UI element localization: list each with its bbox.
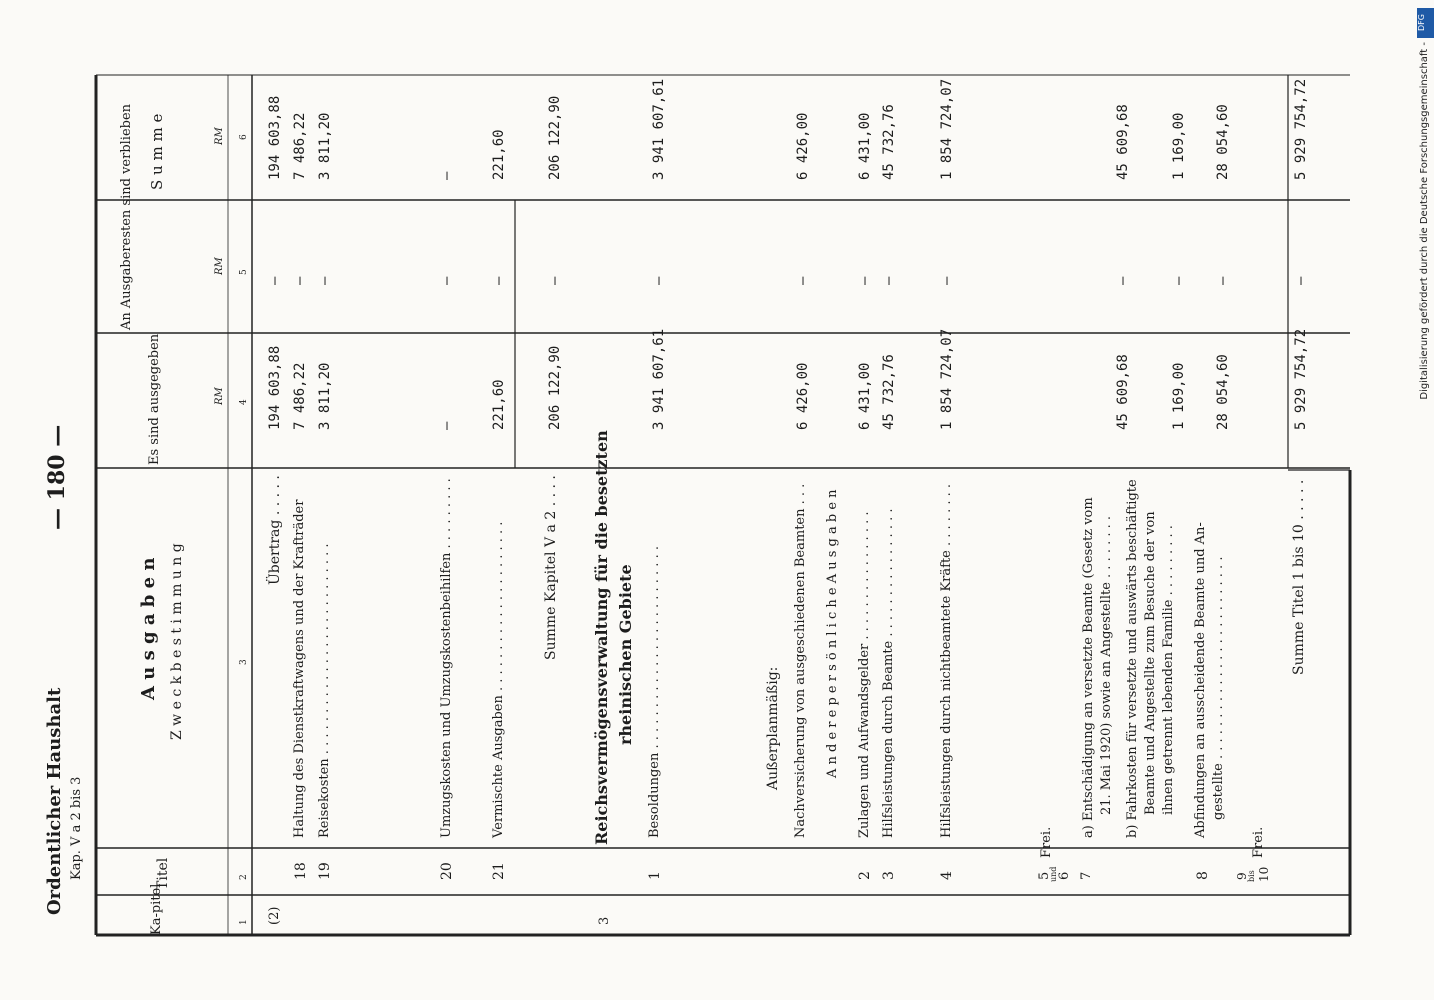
row-7a-reste: — [1115, 276, 1131, 285]
row-18-summe: 7 486,22 [292, 112, 308, 180]
header-ausgaben: A u s g a b e n [138, 557, 159, 700]
row-18-reste: — [292, 276, 308, 285]
header-zweckbestimmung: Z w e c k b e s t i m m u n g [169, 543, 185, 740]
row-ausserplan-label: Außerplanmäßig: [765, 666, 781, 790]
row-19-summe: 3 811,20 [317, 112, 333, 180]
col-index-6: 6 [239, 134, 249, 140]
row-7b-line3: ihnen getrennt lebenden Familie . . . . . . . . . [1161, 525, 1176, 815]
row-4-summe: 1 854 724,07 [939, 78, 955, 180]
col-index-2: 2 [239, 874, 249, 880]
col-index-3: 3 [239, 659, 249, 665]
row-18-titel: 18 [293, 862, 309, 880]
row-summe-va2-ausgegeben: 206 122,90 [547, 345, 563, 430]
row-1-summe: 3 941 607,61 [651, 78, 667, 180]
row-1-reste: — [651, 276, 667, 285]
row-8-titel: 8 [1195, 871, 1211, 880]
row-4-ausgegeben: 1 854 724,07 [939, 328, 955, 430]
row-7b-reste: — [1171, 276, 1187, 285]
row-20-ausgegeben: — [439, 421, 455, 430]
header-col5: An Ausgaberesten sind verblieben [119, 103, 134, 330]
header-titel: Titel [155, 857, 171, 890]
row-18-kapitel: (2) [267, 906, 282, 925]
header-subtitle: Kap. V a 2 bis 3 [69, 776, 84, 880]
row-nachversicherung-ausgegeben: 6 426,00 [795, 362, 811, 430]
row-summe-va2-label: Summe Kapitel V a 2 . . . . [543, 475, 559, 660]
row-uebertrag-label: Übertrag . . . . . [267, 475, 283, 585]
row-kap3-kapitel: 3 [597, 916, 612, 925]
page-number: — 180 — [44, 424, 70, 530]
row-7b-line1: b) Fahrkosten für versetzte und auswärts beschäftigte [1125, 479, 1140, 838]
row-summe-va2-summe: 206 122,90 [547, 95, 563, 180]
row-3-ausgegeben: 45 732,76 [881, 354, 897, 430]
row-2-reste: — [857, 276, 873, 285]
row-nachversicherung-label: Nachversicherung von ausgeschiedenen Beamten . . . [793, 483, 808, 838]
header-kapitel: Ka-pitel [149, 883, 164, 935]
unit-col5: RM [214, 257, 225, 275]
row-4-titel: 4 [939, 871, 955, 880]
row-9-bis: bis [1247, 870, 1256, 882]
row-6-titel: 6 [1057, 871, 1072, 880]
unit-col4: RM [214, 387, 225, 405]
row-andere-label: A n d e r e p e r s ö n l i c h e A u s g a b e n [825, 489, 840, 778]
row-summe-va2-reste: — [547, 276, 563, 285]
row-3-summe: 45 732,76 [881, 104, 897, 180]
col-index-5: 5 [239, 269, 249, 275]
row-5-und: und [1049, 866, 1058, 882]
row-3-reste: — [881, 276, 897, 285]
dfg-sidebar [1417, 8, 1434, 992]
row-summe-total-summe: 5 929 754,72 [1293, 78, 1309, 180]
row-summe-total-ausgegeben: 5 929 754,72 [1293, 328, 1309, 430]
row-7b-line2: Beamte und Angestellte zum Besuche der von [1143, 511, 1158, 815]
row-7b-ausgegeben: 1 169,00 [1171, 362, 1187, 430]
row-uebertrag-reste: — [267, 276, 283, 285]
header-col4-es: Es sind ausgegeben [147, 333, 162, 465]
row-nachversicherung-summe: 6 426,00 [795, 112, 811, 180]
row-18-label: Haltung des Dienstkraftwagens und der Krafträder [292, 499, 307, 838]
row-3-titel: 3 [881, 871, 897, 880]
unit-col6: RM [214, 127, 225, 145]
row-2-titel: 2 [857, 871, 873, 880]
row-8-label2: gestellte . . . . . . . . . . . . . . . . . . . . . . . . . [1211, 556, 1226, 820]
row-kap3-title-1: Reichsvermögensverwaltung für die besetzten [592, 430, 611, 845]
row-21-ausgegeben: 221,60 [491, 379, 507, 430]
row-20-reste: — [439, 276, 455, 285]
row-2-label: Zulagen und Aufwandsgelder . . . . . . . . . . . . . . . . [857, 511, 872, 838]
row-8-ausgegeben: 28 054,60 [1215, 354, 1231, 430]
row-20-titel: 20 [439, 862, 455, 880]
row-uebertrag-ausgegeben: 194 603,88 [267, 345, 283, 430]
row-7a-ausgegeben: 45 609,68 [1115, 354, 1131, 430]
row-8-reste: — [1215, 276, 1231, 285]
header-title: Ordentlicher Haushalt [44, 687, 65, 915]
row-7a-line2: 21. Mai 1920) sowie an Angestellte . . . . . . . . [1099, 515, 1114, 815]
row-5-6-frei: Frei. [1039, 826, 1054, 858]
row-8-label1: Abfindungen an ausscheidende Beamte und An- [1193, 522, 1208, 838]
row-summe-total-reste: — [1293, 276, 1309, 285]
header-col6: S u m m e [148, 113, 166, 190]
row-4-label: Hilfsleistungen durch nichtbeamtete Kräfte . . . . . . . . [939, 484, 954, 838]
row-2-ausgegeben: 6 431,00 [857, 362, 873, 430]
row-20-label: Umzugskosten und Umzugskostenbeihilfen . . . . . . . . . [439, 478, 454, 838]
row-9-titel: 9 [1235, 872, 1249, 880]
row-19-titel: 19 [317, 862, 333, 880]
col-index-4: 4 [239, 399, 249, 405]
row-nachversicherung-reste: — [795, 276, 811, 285]
row-5-titel: 5 [1037, 871, 1052, 880]
row-summe-total-label: Summe Titel 1 bis 10 . . . . . [1291, 479, 1307, 675]
row-1-titel: 1 [647, 871, 663, 880]
row-19-label: Reisekosten . . . . . . . . . . . . . . . . . . . . . . . . . . [317, 543, 332, 838]
row-21-label: Vermischte Ausgaben . . . . . . . . . . . . . . . . . . . . . [491, 521, 506, 838]
row-19-ausgegeben: 3 811,20 [317, 362, 333, 430]
row-1-ausgegeben: 3 941 607,61 [651, 328, 667, 430]
row-4-reste: — [939, 276, 955, 285]
row-7a-line1: a) Entschädigung an versetzte Beamte (Gesetz vom [1081, 497, 1096, 838]
row-21-titel: 21 [491, 862, 507, 880]
row-1-label: Besoldungen . . . . . . . . . . . . . . . . . . . . . . . . . [647, 546, 662, 838]
dfg-text: Digitalisierung gefördert durch die Deutsche Forschungsgemeinschaft - [1419, 42, 1430, 400]
row-21-reste: — [491, 276, 507, 285]
row-7b-summe: 1 169,00 [1171, 112, 1187, 180]
row-3-label: Hilfsleistungen durch Beamte . . . . . . . . . . . . . . . . [881, 508, 896, 838]
row-uebertrag-summe: 194 603,88 [267, 95, 283, 180]
dfg-logo: DFG [1417, 8, 1434, 38]
row-18-ausgegeben: 7 486,22 [292, 362, 308, 430]
row-7-titel: 7 [1079, 871, 1094, 880]
row-8-summe: 28 054,60 [1215, 104, 1231, 180]
row-kap3-title-2: rheinischen Gebiete [616, 564, 635, 745]
row-7a-summe: 45 609,68 [1115, 104, 1131, 180]
row-9-10-frei: Frei. [1251, 826, 1266, 858]
row-21-summe: 221,60 [491, 129, 507, 180]
row-19-reste: — [317, 276, 333, 285]
row-2-summe: 6 431,00 [857, 112, 873, 180]
row-10-titel: 10 [1257, 866, 1271, 882]
row-20-summe: — [439, 171, 455, 180]
col-index-1: 1 [239, 919, 249, 925]
